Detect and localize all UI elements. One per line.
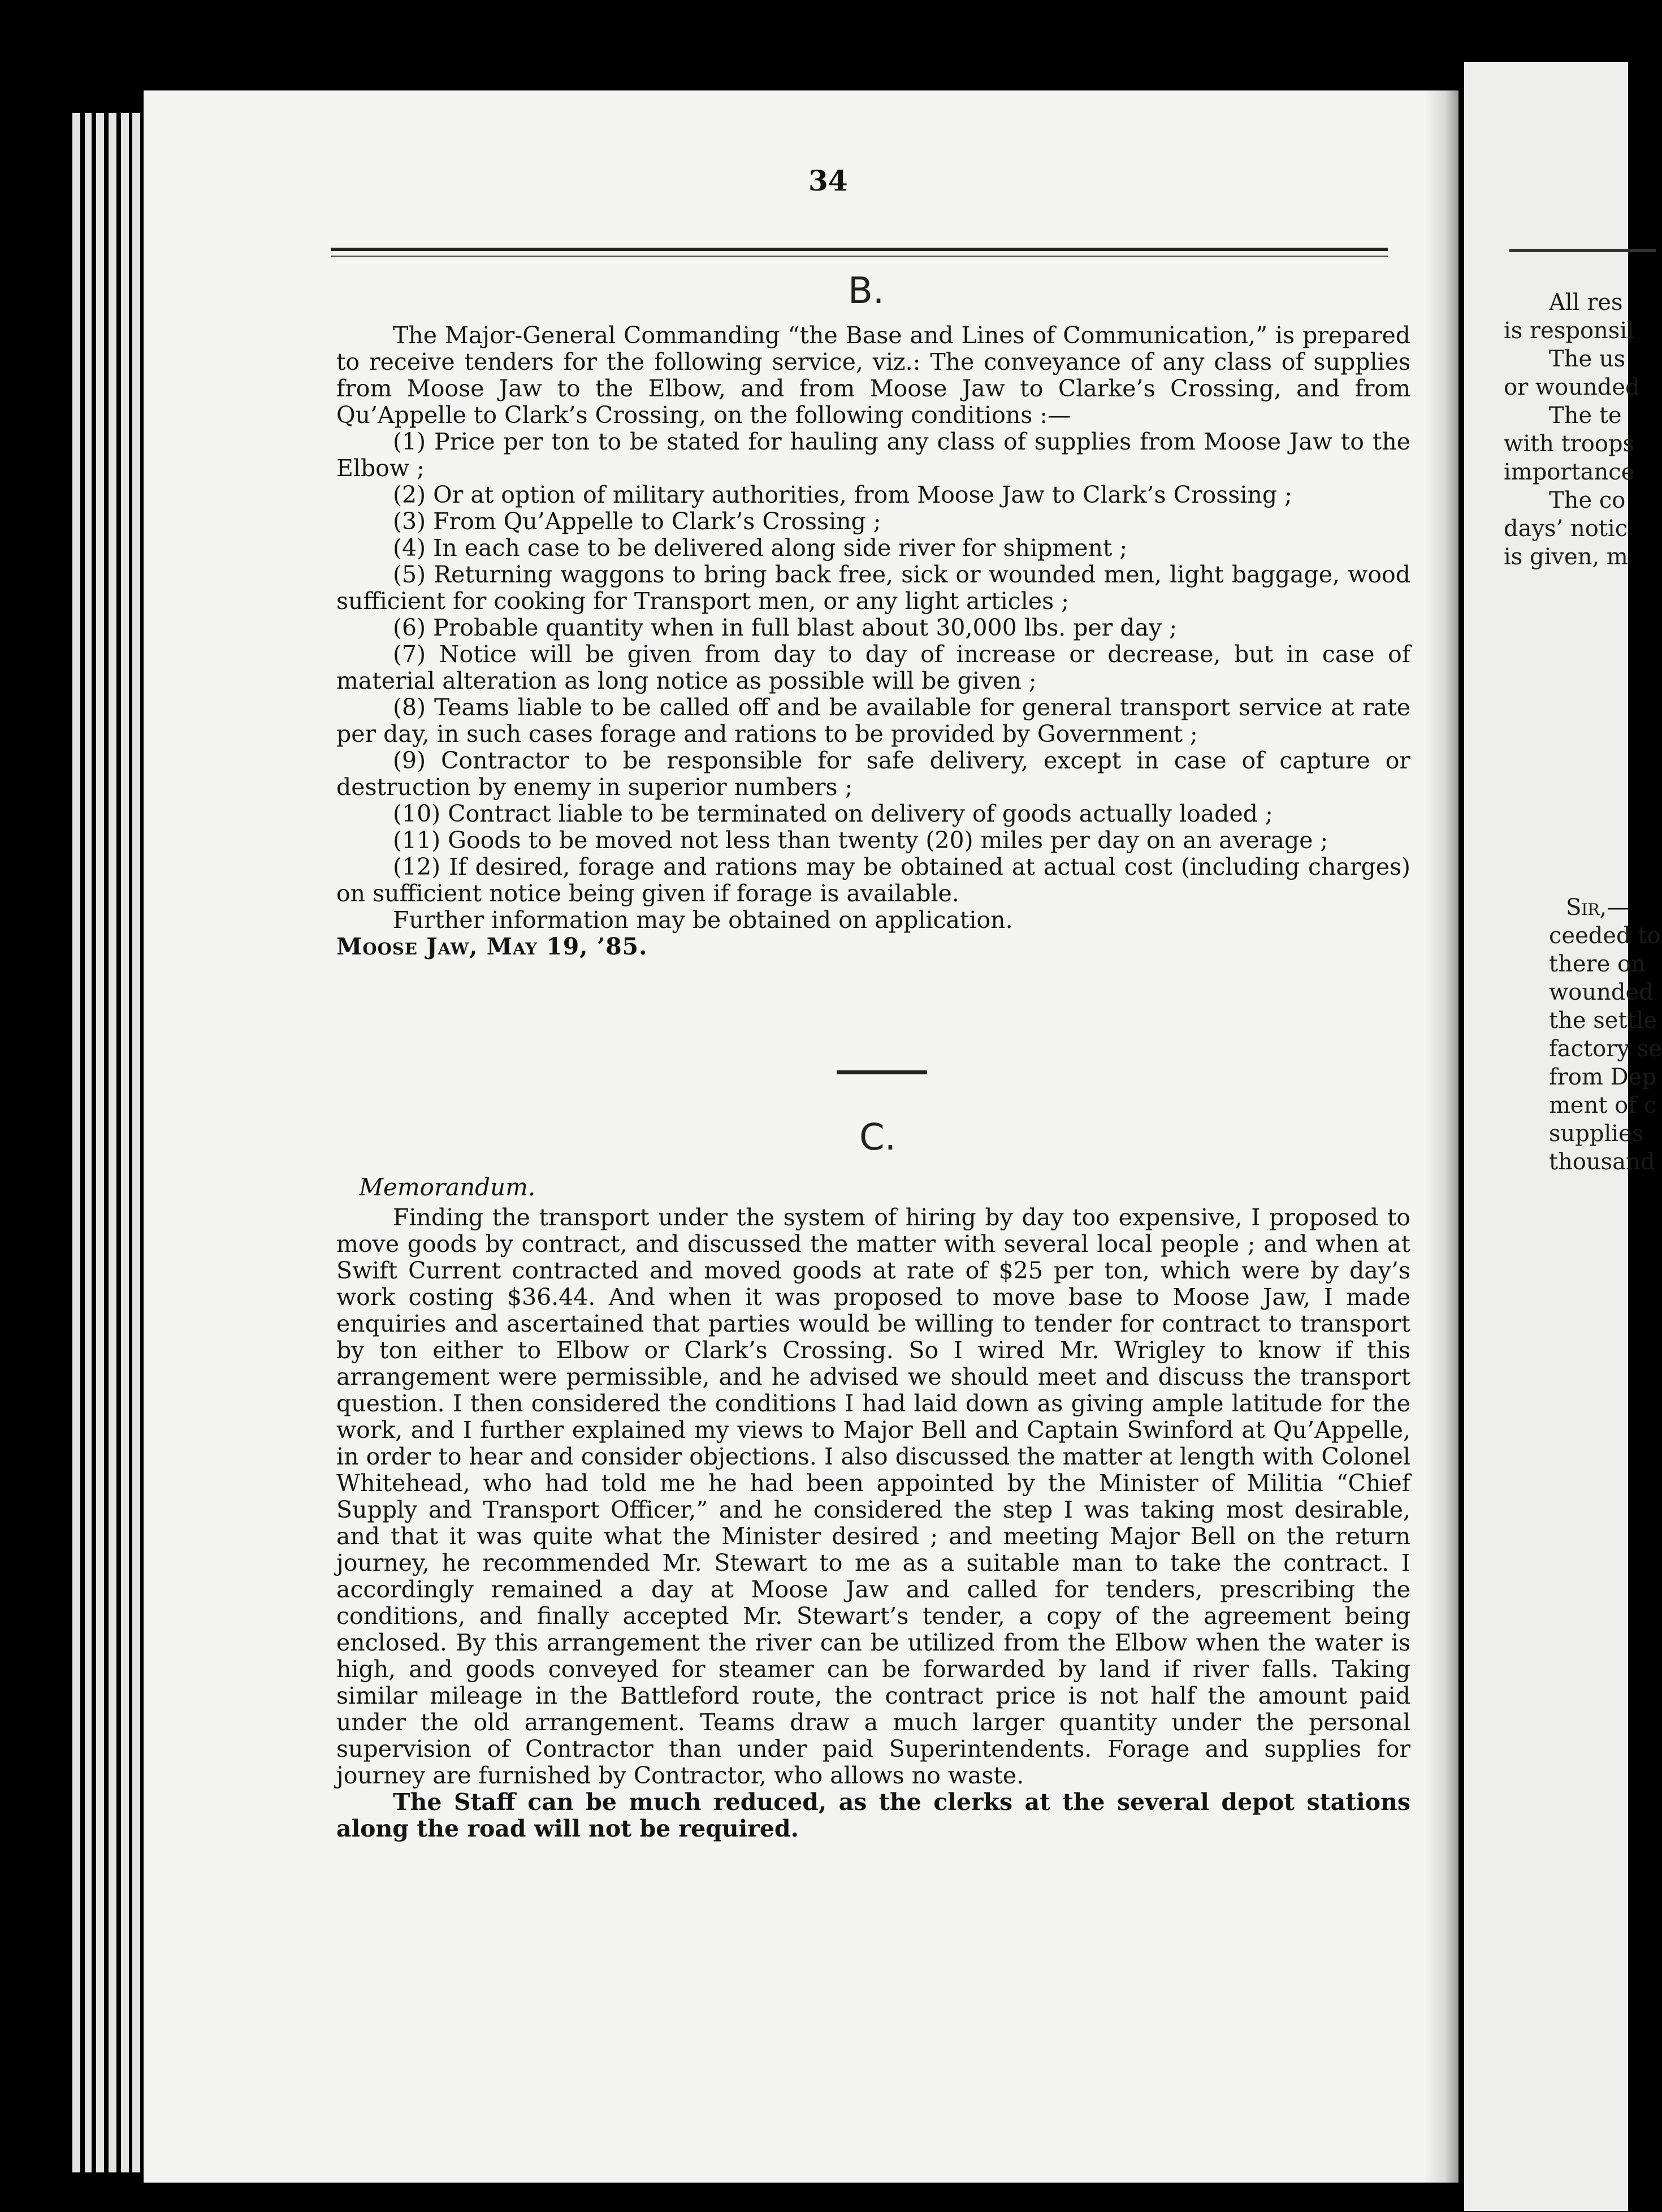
right-page-fragment xyxy=(1464,62,1662,2211)
condition-item: (6) Probable quantity when in full blast about 30,000 lbs. per day ; xyxy=(393,614,1178,641)
condition-item: (7) Notice will be given from day to day of increase or decrease, but in case of material alteration as long notice as possible will be given ; xyxy=(336,641,1410,694)
right-page-rule xyxy=(1509,249,1656,252)
memorandum-text: Finding the transport under the system of hiring by day too expensive, I proposed to move goods by contract, and discussed the matter with several local people ; and when at Swift Current contracted and moved goods at rate of $25 per ton, which were by day’s work costing $36.44. And when it was proposed to move base to Moose Jaw, I made enquiries and ascertained that parties would be willing to tender for contract to transport by ton either to Elbow or Clark’s Crossing. So I wired Mr. Wrigley to know if this arrangement were permissible, and he advised we should meet and discuss the transport question. I then considered the conditions I had laid down as giving ample latitude for the work, and I further explained my views to Major Bell and Captain Swinford at Qu’Appelle, in order to hear and consider objections. I also discussed the matter at length with Colonel Whitehead, who had told me he had been appointed by the Minister of Militia “Chief Supply and Transport Officer,” and he considered the step I was taking most desirable, and that it was quite what the Minister desired ; and meeting Major Bell on the return journey, he recommended Mr. Stewart to me as a suitable man to take the contract. I accordingly remained a day at Moose Jaw and called for tenders, prescribing the conditions, and finally accepted Mr. Stewart’s tender, a copy of the agreement being enclosed. By this arrangement the river can be utilized from the Elbow when the water is high, and goods conveyed for steamer can be forwarded by land if river falls. Taking similar mileage in the Battleford route, the contract price is not half the amount paid under the old arrangement. Teams draw a much larger quantity under the personal supervision of Contractor than under paid Superintendents. Forage and supplies for journey are furnished by Contractor, who allows no waste. xyxy=(336,1204,1410,1789)
page-edge xyxy=(132,113,140,2172)
condition-item: (3) From Qu’Appelle to Clark’s Crossing ; xyxy=(393,508,881,535)
page-edge xyxy=(96,113,104,2172)
memorandum-label: Memorandum. xyxy=(359,1173,536,1201)
further-information: Further information may be obtained on application. xyxy=(393,906,1013,934)
header-rule xyxy=(331,248,1388,251)
section-divider xyxy=(837,1070,927,1074)
section-b-heading: B. xyxy=(848,270,885,312)
page-edge xyxy=(121,113,129,2172)
right-page-text-lower: Sir,— ceeded to there on wounded the settle factory se from Dep ment of c supplies thousand xyxy=(1549,895,1662,1175)
condition-item: (12) If desired, forage and rations may be obtained at actual cost (including charges) on sufficient notice being given if forage is available. xyxy=(336,853,1410,907)
condition-item: (11) Goods to be moved not less than twenty (20) miles per day on an average ; xyxy=(393,827,1328,854)
condition-item: (8) Teams liable to be called off and be available for general transport service at rate per day, in such cases forage and rations to be provided by Government ; xyxy=(336,694,1410,748)
condition-item: (9) Contractor to be responsible for safe delivery, except in case of capture or destruction by enemy in superior numbers ; xyxy=(336,747,1410,801)
condition-item: (1) Price per ton to be stated for hauling any class of supplies from Moose Jaw to the Elbow ; xyxy=(336,428,1410,482)
section-c-heading: C. xyxy=(859,1117,897,1159)
condition-item: (4) In each case to be delivered along side river for shipment ; xyxy=(393,534,1128,561)
section-b-intro: The Major-General Commanding “the Base and Lines of Communication,” is prepared to receive tenders for the following service, viz.: The conveyance of any class of supplies from Moose Jaw to the Elbow, and from Moose Jaw to Clarke’s Crossing, and from Qu’Appelle to Clark’s Crossing, on the following conditions :— xyxy=(336,322,1410,429)
memorandum-closing: The Staff can be much reduced, as the clerks at the several depot stations along the road will not be required. xyxy=(336,1788,1410,1842)
page-edge xyxy=(72,113,80,2172)
condition-item: (2) Or at option of military authorities, from Moose Jaw to Clark’s Crossing ; xyxy=(393,481,1292,508)
header-rule-thin xyxy=(331,256,1388,257)
page-edge xyxy=(109,113,116,2172)
right-page-text-top: All res is responsil The us or wounded The te with troops importance The co days’ notic is given, m xyxy=(1504,290,1640,570)
section-b-body xyxy=(336,322,1410,960)
section-c-body xyxy=(336,1204,1410,1842)
dateline: Moose Jaw, May 19, ’85. xyxy=(336,933,648,960)
condition-item: (10) Contract liable to be terminated on delivery of goods actually loaded ; xyxy=(393,800,1273,827)
condition-item: (5) Returning waggons to bring back free, sick or wounded men, light baggage, wood sufficient for cooking for Transport men, or any light articles ; xyxy=(336,561,1410,615)
book-spine xyxy=(1425,90,1458,2183)
page-edge xyxy=(85,113,92,2172)
page-number: 34 xyxy=(808,164,848,197)
